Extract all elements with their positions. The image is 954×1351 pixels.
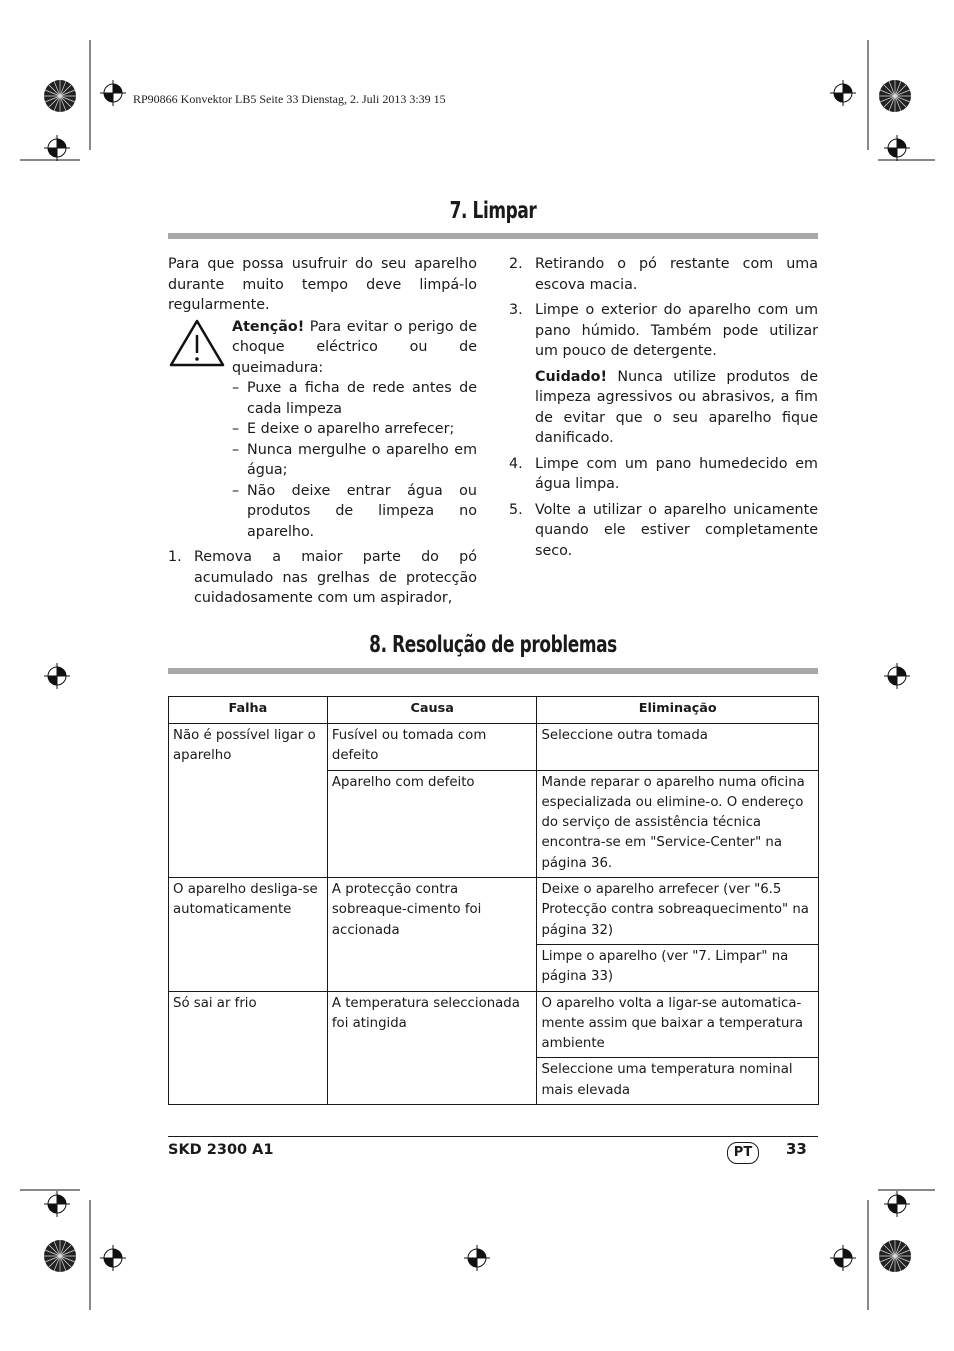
table-row	[169, 724, 819, 771]
cell-falha: Não é possível ligar o aparelho	[169, 724, 328, 878]
cell-eliminacao: Mande reparar o aparelho numa oficina especializada ou elimine-o. O endereço do serviço de assistência técnica encontra-se em "Service-Center" na página 36.	[537, 770, 819, 877]
section-7-title: 7. Limpar	[449, 198, 537, 224]
cell-eliminacao: Deixe o aparelho arrefecer (ver "6.5 Protecção contra sobreaquecimento" na página 32)	[537, 878, 819, 945]
section-8-bar	[168, 668, 818, 674]
cell-causa: Fusível ou tomada com defeito	[327, 724, 537, 771]
print-info: RP90866 Konvektor LB5 Seite 33 Dienstag, 2. Juli 2013 3:39 15	[133, 92, 446, 106]
table-row	[169, 878, 819, 945]
section-7-bar	[168, 233, 818, 239]
cell-falha: O aparelho desliga-se automaticamente	[169, 878, 328, 991]
model-number: SKD 2300 A1	[168, 1142, 274, 1158]
cell-causa: Aparelho com defeito	[327, 770, 537, 877]
language-badge: PT	[727, 1142, 759, 1164]
cell-falha: Só sai ar frio	[169, 991, 328, 1104]
warning-block	[168, 317, 477, 543]
cell-eliminacao: Limpe o aparelho (ver "7. Limpar" na página 33)	[537, 944, 819, 991]
cell-eliminacao: O aparelho volta a ligar-se automatica-mente assim que baixar a temperatura ambiente	[537, 991, 819, 1058]
right-column	[509, 254, 818, 561]
warning-label: Atenção!	[232, 318, 305, 335]
table-row	[169, 991, 819, 1058]
section-8-title: 8. Resolução de problemas	[369, 632, 617, 658]
table-header-row	[169, 697, 819, 724]
troubleshooting-table	[168, 696, 819, 1105]
caution-block	[509, 367, 818, 449]
caution-label: Cuidado!	[535, 368, 608, 385]
header-causa: Causa	[327, 697, 537, 724]
warning-item: – Não deixe entrar água ou produtos de limpeza no aparelho.	[232, 482, 477, 540]
warning-body: Para evitar o perigo de choque eléctrico ou de queimadura:	[232, 318, 477, 376]
header-falha: Falha	[169, 697, 328, 724]
cell-causa: A protecção contra sobreaque-cimento foi accionada	[327, 878, 537, 991]
page-number: 33	[786, 1140, 807, 1158]
warning-icon	[168, 317, 232, 543]
cell-eliminacao: Seleccione uma temperatura nominal mais elevada	[537, 1058, 819, 1105]
caution-text: Nunca utilize produtos de limpeza agressivos ou abrasivos, a fim de evitar que o seu aparelho fique danificado.	[535, 368, 818, 446]
warning-text	[232, 317, 477, 379]
cell-eliminacao: Seleccione outra tomada	[537, 724, 819, 771]
left-column	[168, 254, 477, 609]
step-1: 1. Remova a maior parte do pó acumulado nas grelhas de protecção cuidadosamente com um aspirador,	[168, 549, 477, 606]
step-2: 2. Retirando o pó restante com uma escova macia.	[509, 256, 818, 293]
warning-item: – Nunca mergulhe o aparelho em água;	[232, 441, 477, 478]
intro-text: Para que possa usufruir do seu aparelho durante muito tempo deve limpá-lo regularmente.	[168, 256, 477, 313]
warning-item: – Puxe a ficha de rede antes de cada limpeza	[232, 380, 477, 417]
warning-item: – E deixe o aparelho arrefecer;	[232, 421, 455, 437]
step-4: 4. Limpe com um pano humedecido em água limpa.	[509, 455, 818, 492]
footer-rule	[168, 1136, 818, 1137]
step-3: 3. Limpe o exterior do aparelho com um pano húmido. Também pode utilizar um pouco de detergente.	[509, 302, 818, 359]
step-5: 5. Volte a utilizar o aparelho unicamente quando ele estiver completamente seco.	[509, 501, 818, 559]
header-eliminacao: Eliminação	[537, 697, 819, 724]
cell-causa: A temperatura seleccionada foi atingida	[327, 991, 537, 1104]
